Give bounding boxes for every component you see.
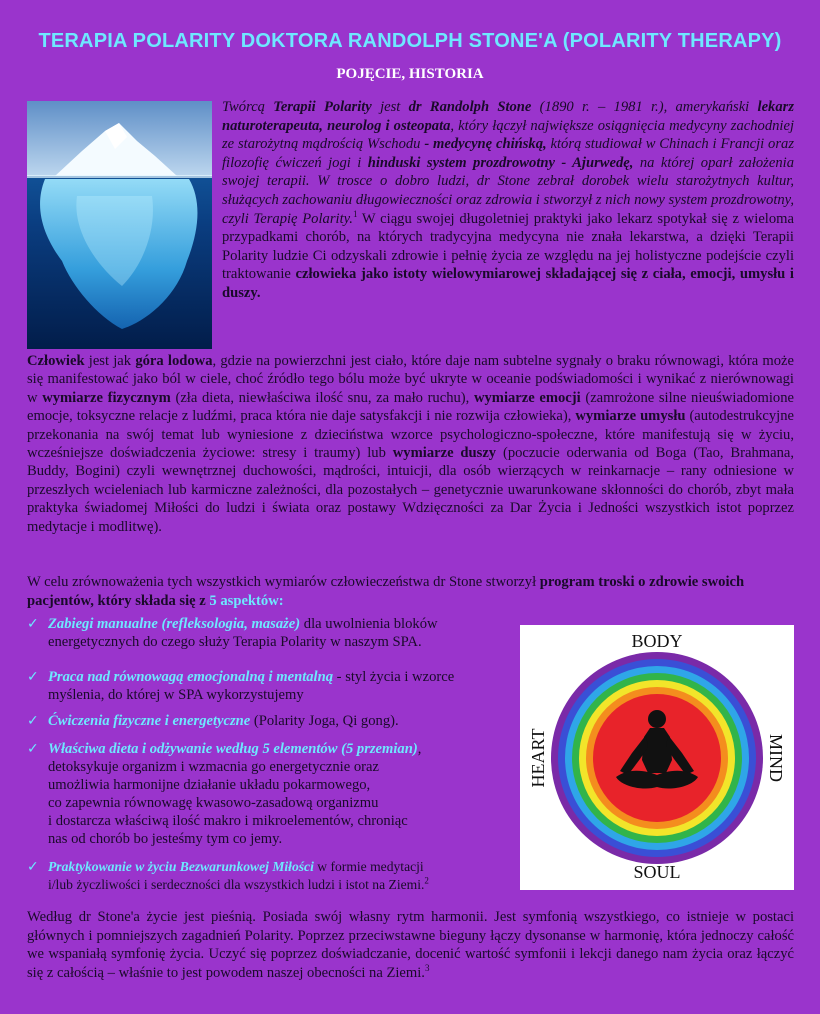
intro-text: , który łączył największe osiągnięcia medycyny zachodniej ze starożytną mądrością Wschodu xyxy=(222,117,794,153)
aspect-heading: Zabiegi manualne (refleksologia, masaże) xyxy=(48,616,301,632)
aspect-text: - styl życia i wzorce xyxy=(333,669,455,685)
aspect-text: (Polarity Joga, Qi gong). xyxy=(250,713,399,729)
footnote-3: 3 xyxy=(424,962,430,973)
intro-text: (1890 r. – 1981 r.), amerykański xyxy=(531,99,758,115)
intro-strong: Terapii Polarity xyxy=(273,99,372,115)
intro-paragraph xyxy=(222,98,794,303)
aspect-text: , xyxy=(417,741,422,757)
check-icon: ✓ xyxy=(27,713,39,729)
program-paragraph xyxy=(27,573,794,611)
aspect-text: i/lub życzliwości i serdeczności dla wszystkich ludzi i istot na Ziemi. xyxy=(48,877,425,892)
polarity-mandala-image xyxy=(520,625,794,890)
aspect-text: myślenia, do której w SPA wykorzystujemy xyxy=(48,687,304,703)
main-strong: góra lodowa xyxy=(135,353,213,369)
main-strong: wymiarze umysłu xyxy=(575,408,686,425)
intro-text: jest xyxy=(371,99,409,115)
aspect-heading: Praca nad równowagą emocjonalną i mentalną xyxy=(48,669,334,685)
intro-text: W ciągu swojej długoletniej praktyki jako lekarz spotykał się z wieloma przypadkami chorób, na których tradycyjna medycyna nie znała lekarstwa, a dzięki Terapii Polarity ludzie Ci odzyskali zdrowie i pełnię życia ze względu na jej holistyczne podejście czyli traktowanie xyxy=(222,210,794,283)
main-strong: wymiarze duszy xyxy=(392,445,497,462)
mandala-label-heart: HEART xyxy=(528,728,548,788)
aspect-text: detoksykuje organizm i wzmacnia go energetycznie oraz xyxy=(48,759,379,775)
intro-text: którą studiował w Chinach i Francji oraz filozofię ćwiczeń jogi i xyxy=(222,136,794,171)
mandala-label-mind: MIND xyxy=(766,734,786,782)
intro-strong: hinduski system prozdrowotny - Ajurwedę, xyxy=(367,154,634,171)
aspect-heading: Ćwiczenia fizyczne i energetyczne xyxy=(48,713,251,729)
footnote-2: 2 xyxy=(424,875,429,886)
aspect-text: energetycznych do czego służy Terapia Polarity w naszym SPA. xyxy=(48,634,422,650)
check-icon: ✓ xyxy=(27,616,39,632)
main-strong: Człowiek xyxy=(27,353,85,369)
program-count: 5 aspektów: xyxy=(209,592,284,609)
page-subtitle: POJĘCIE, HISTORIA xyxy=(336,66,484,82)
main-strong: wymiarze fizycznym xyxy=(42,389,171,406)
main-text: (autodestrukcyjne przekonania na swój temat lub wyniesione z dzieciństwa wzorce psychologiczno-społeczne, które manifestują się w życiu, wcześniejsze doświadczenia życiowe: stresy i traumy) lub xyxy=(27,408,794,462)
intro-text: Twórcą xyxy=(222,99,274,115)
intro-strong: dr Randolph Stone xyxy=(408,99,532,115)
main-text: (zamrożone silne nieuświadomione emocje, toksyczne relacje z ludźmi, praca która nie daje satysfakcji i nie rozwija człowieka), xyxy=(27,389,795,425)
intro-strong: - medycynę chińską, xyxy=(424,136,547,153)
mandala-label-body: BODY xyxy=(631,631,683,651)
main-text: jest jak xyxy=(84,353,136,369)
main-text: (zła dieta, niewłaściwa ilość snu, za mało ruchu), xyxy=(170,389,474,406)
aspect-text: w formie medytacji xyxy=(313,859,424,874)
program-strong: program troski o zdrowie swoich pacjentów, który składa się z xyxy=(27,574,745,609)
intro-strong: człowieka jako istoty wielowymiarowej składającej się z ciała, emocji, umysłu i duszy. xyxy=(222,266,794,301)
intro-strong: lekarz naturoterapeuta, neurolog i osteopata xyxy=(222,99,794,134)
footnote-1: 1 xyxy=(352,208,358,219)
main-text: (poczucie oderwania od Boga (Tao, Brahmana, Buddy, Bogini) czyli wewnętrznej duchowości, mądrości, intuicji, dla osób wierzących w reinkarnacje – rany odniesione w przeszłych wcieleniach lub karmiczne zależności, dla pozostałych – genetycznie uwarunkowane skłonności do chorób, zbyt mała praktyka świadomej Miłości do ludzi i świata oraz postawy Wdzięczności za Dar Życia i Jedności wszystkich istot poprzez medytacje i modlitwę). xyxy=(27,445,794,535)
outro-text: Według dr Stone'a życie jest pieśnią. Posiada swój własny rytm harmonii. Jest symfonią wszystkiego, co istnieje w postaci głównych i pomniejszych zagadnień Polarity. Poprzez przeciwstawne bieguny łączy dysonanse w harmonię, która jednoczy całość we wspaniałą symfonię życia. Uczyć się poprzez doświadczanie, docenić wartość symfonii i lekcji danego nam życia oraz łączyć się z całością – właśnie to jest powodem naszej obecności na Ziemi. xyxy=(27,909,794,981)
main-strong: wymiarze emocji xyxy=(473,389,581,406)
main-text: , gdzie na powierzchni jest ciało, które daje nam subtelne sygnały o braku równowagi, która może się manifestować jako ból w ciele, choć źródło tego bólu może być ukryte w oceanie podświadomości i wynikać z nierównowagi w xyxy=(27,353,795,406)
iceberg-paragraph xyxy=(27,352,794,536)
program-text: W celu zrównoważenia tych wszystkich wymiarów człowieczeństwa dr Stone stworzył xyxy=(27,574,540,590)
aspect-text: umożliwia harmonijne działanie układu pokarmowego, xyxy=(48,777,371,793)
aspect-text: co zapewnia równowagę kwasowo-zasadową organizmu xyxy=(48,795,379,811)
aspect-text: dla uwolnienia bloków xyxy=(300,616,438,632)
aspect-text: i dostarcza właściwą ilość makro i mikroelementów, chroniąc xyxy=(48,813,408,829)
check-icon: ✓ xyxy=(27,669,39,685)
aspect-heading: Właściwa dieta i odżywanie według 5 elementów (5 przemian) xyxy=(48,741,418,757)
page-title: TERAPIA POLARITY DOKTORA RANDOLPH STONE'A (POLARITY THERAPY) xyxy=(38,30,782,52)
check-icon: ✓ xyxy=(27,741,39,757)
aspect-heading: Praktykowanie w życiu Bezwarunkowej Miłości xyxy=(48,859,314,874)
intro-text: na której oparł założenia swojej terapii. W trosce o dobro ludzi, dr Stone zebrał dorobek wielu starożytnych kultur, służących zachowaniu długowieczności oraz zdrowia i stworzył z nich nowy system prozdrowotny, czyli Terapię Polarity. xyxy=(222,154,794,227)
aspect-text: nas od chorób bo jesteśmy tym co jemy. xyxy=(48,831,283,847)
mandala-label-soul: SOUL xyxy=(633,862,681,882)
outro-paragraph xyxy=(27,908,794,982)
check-icon: ✓ xyxy=(27,859,39,875)
iceberg-image xyxy=(27,101,212,349)
